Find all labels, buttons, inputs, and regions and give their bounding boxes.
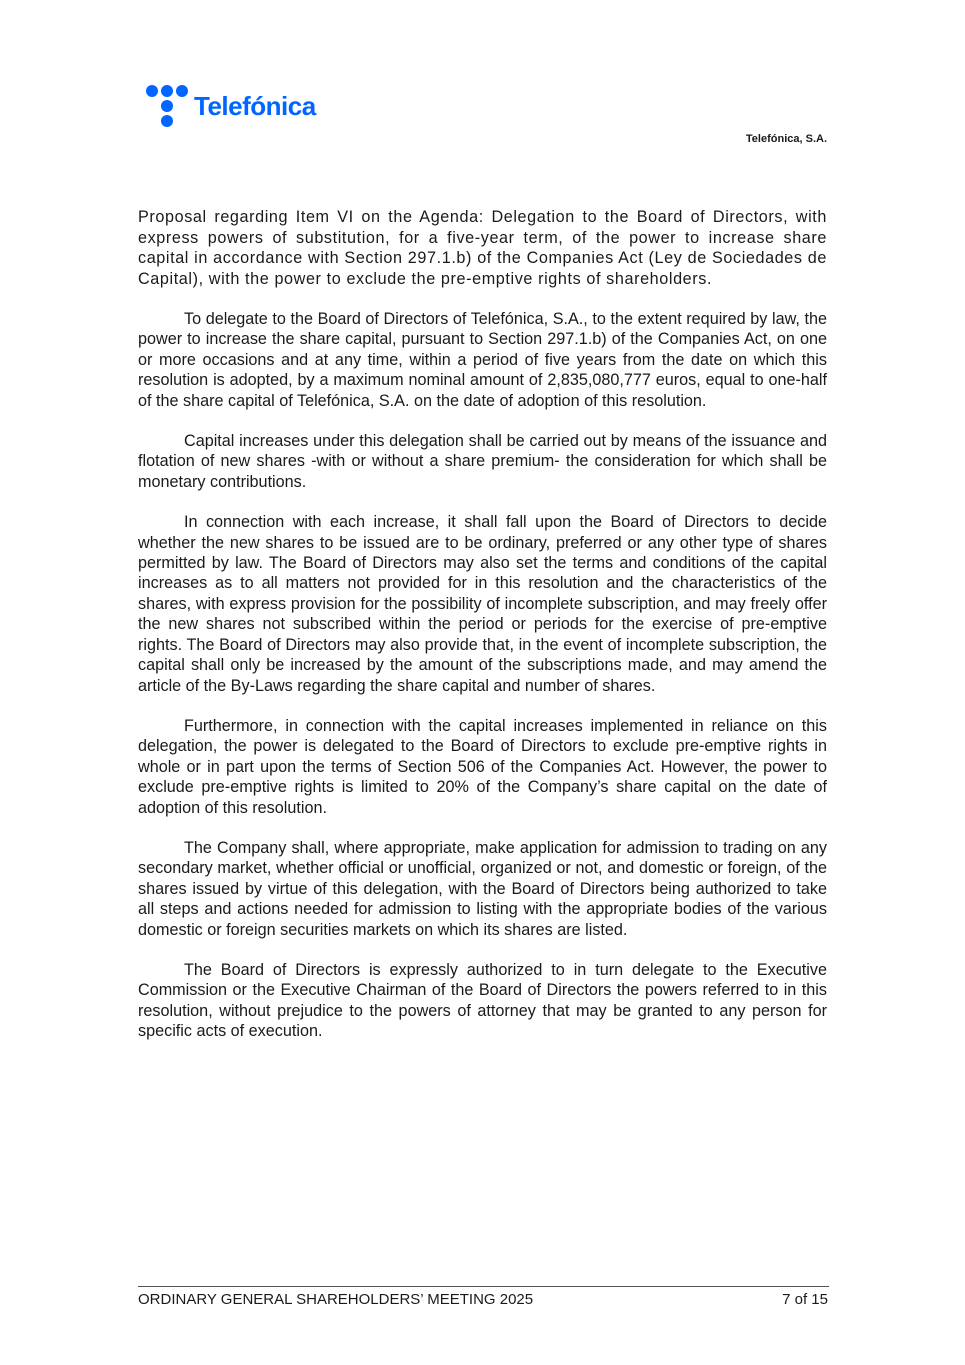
footer-meeting-title: ORDINARY GENERAL SHAREHOLDERS’ MEETING 2025 bbox=[138, 1291, 534, 1308]
footer-divider bbox=[138, 1286, 829, 1287]
paragraph-further-delegation: The Board of Directors is expressly authorized to in turn delegate to the Executive Commission or the Executive Chairman of the Board of Directors the powers referred to in this resolution, without prejudice to the powers of attorney that may be granted to any person for specific acts of execution. bbox=[138, 960, 827, 1041]
paragraph-share-types: In connection with each increase, it shall fall upon the Board of Directors to decide whether the new shares to be issued are to be ordinary, preferred or any other type of shares permitted by law. The Board of Directors may also set the terms and conditions of the capital increases as to all matters not provided for in this resolution and the characteristics of the shares, with express provision for the possibility of incomplete subscription, and may freely offer the new shares not subscribed within the period or periods for the exercise of pre-emptive rights. The Board of Directors may also provide that, in the event of incomplete subscription, the capital shall only be increased by the amount of the subscriptions made, and may amend the article of the By-Laws regarding the share capital and number of shares. bbox=[138, 513, 827, 695]
logo-text: Telefónica bbox=[194, 91, 316, 121]
page-number: 7 of 15 bbox=[782, 1291, 828, 1308]
logo-dots-icon bbox=[146, 83, 316, 129]
company-name: Telefónica, S.A. bbox=[745, 133, 827, 145]
paragraph-admission-trading: The Company shall, where appropriate, make application for admission to trading on any secondary market, whether official or unofficial, organized or not, and domestic or foreign, of the shares issued by virtue of this delegation, with the Board of Directors being authorized to take all steps and actions needed for admission to listing with the appropriate bodies of the various domestic or foreign securities markets on which its shares are listed. bbox=[138, 838, 827, 939]
document-body bbox=[138, 207, 827, 1062]
paragraph-delegation: To delegate to the Board of Directors of Telefónica, S.A., to the extent required by law, the power to increase the share capital, pursuant to Section 297.1.b) of the Companies Act, on one or more occasions and at any time, within a period of five years from the date on which this resolution is adopted, by a maximum nominal amount of 2,835,080,777 euros, equal to one-half of the share capital of Telefónica, S.A. on the date of adoption of this resolution. bbox=[138, 310, 827, 410]
telefonica-logo bbox=[146, 82, 316, 130]
paragraph-pre-emptive-rights: Furthermore, in connection with the capital increases implemented in reliance on this delegation, the power is delegated to the Board of Directors to exclude pre-emptive rights in whole or in part upon the terms of Section 506 of the Companies Act. However, the power to exclude pre-emptive rights is limited to 20% of the Company’s share capital on the date of adoption of this resolution. bbox=[138, 716, 827, 817]
paragraph-capital-increases: Capital increases under this delegation shall be carried out by means of the issuance and flotation of new shares -with or without a share premium- the consideration for which shall be monetary contributions. bbox=[138, 432, 827, 491]
proposal-title: Proposal regarding Item VI on the Agenda: Delegation to the Board of Directors, with express powers of substitution, for a five-year term, of the power to increase share capital in accordance with Section 297.1.b) of the Companies Act (Ley de Sociedades de Capital), with the power to exclude the pre-emptive rights of shareholders. bbox=[138, 208, 827, 288]
